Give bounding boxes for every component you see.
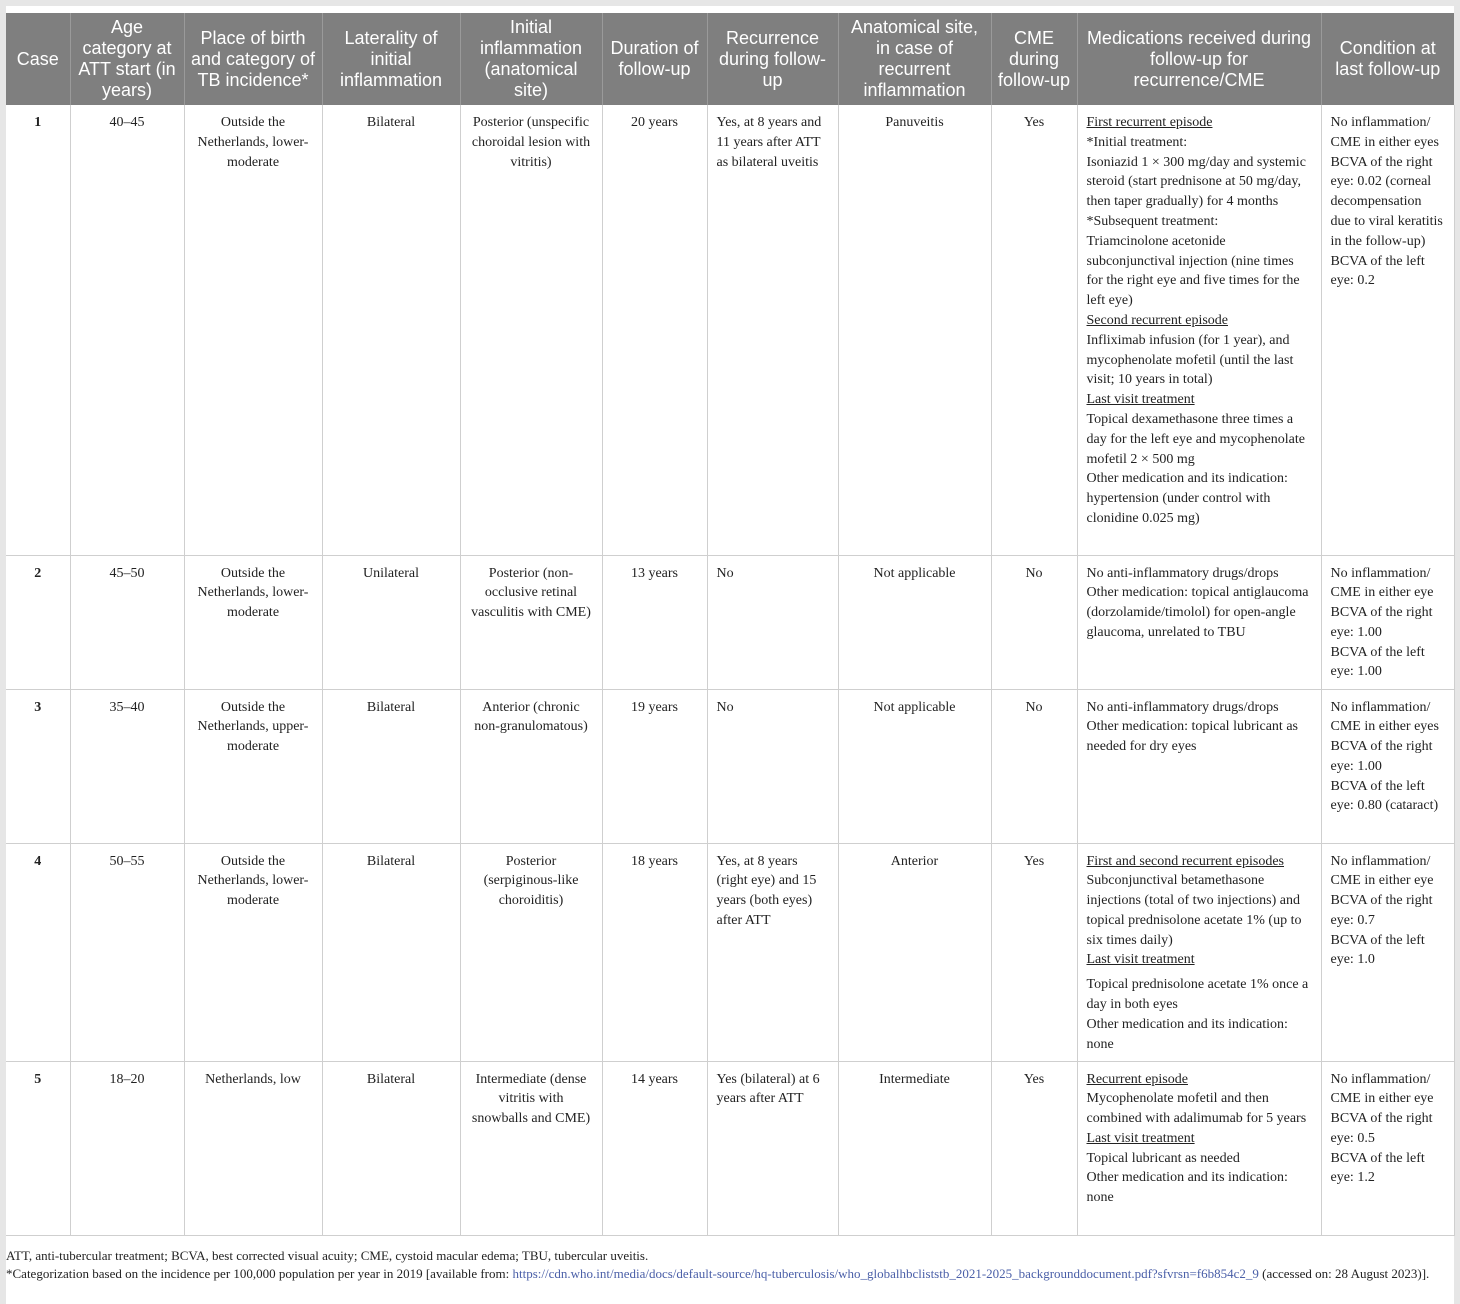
meds-text: Isoniazid 1 × 300 mg/day and systemic steroid (start prednisone at 50 mg/day, then taper gradually) for 4 months (1086, 154, 1306, 210)
cell-case: 4 (6, 843, 70, 1061)
condition-text: BCVA of the left eye: 0.80 (cataract) (1330, 778, 1439, 814)
condition-text: No inflammation/ CME in either eye (1330, 1071, 1434, 1107)
cell-age: 45–50 (70, 555, 184, 689)
col-header-recurrence: Recurrence during follow-up (707, 13, 838, 105)
cell-cme: Yes (991, 843, 1077, 1061)
cell-laterality: Bilateral (322, 1061, 460, 1235)
cell-initial: Posterior (unspecific choroidal lesion with vitritis) (460, 105, 602, 555)
cell-duration: 18 years (602, 843, 707, 1061)
meds-heading: Last visit treatment (1086, 952, 1195, 968)
col-header-site: Anatomical site, in case of recurrent inflammation (838, 13, 991, 105)
footnote-text: (accessed on: 28 August 2023)]. (1258, 1266, 1430, 1281)
cell-cme: No (991, 555, 1077, 689)
results-table (6, 13, 1455, 1236)
footnote-text: *Categorization based on the incidence per 100,000 population per year in 2019 [available from: (6, 1266, 513, 1281)
meds-text: No anti-inflammatory drugs/drops (1086, 699, 1279, 715)
condition-text: BCVA of the right eye: 0.5 (1330, 1111, 1433, 1146)
cell-age: 50–55 (70, 843, 184, 1061)
condition-text: BCVA of the left eye: 0.2 (1330, 253, 1425, 289)
cell-recurrence: Yes, at 8 years and 11 years after ATT as bilateral uveitis (707, 105, 838, 555)
cell-site: Not applicable (838, 689, 991, 843)
cell-initial: Anterior (chronic non-granulomatous) (460, 689, 602, 843)
cell-laterality: Bilateral (322, 689, 460, 843)
cell-duration: 14 years (602, 1061, 707, 1235)
condition-text: No inflammation/ CME in either eye (1330, 565, 1434, 601)
table-row (6, 689, 1454, 843)
cell-place: Outside the Netherlands, upper-moderate (184, 689, 322, 843)
meds-text: Topical dexamethasone three times a day for the left eye and mycophenolate mofetil 2 × 500 mg (1086, 411, 1305, 467)
cell-recurrence: No (707, 555, 838, 689)
cell-meds (1077, 555, 1321, 689)
meds-text: Other medication and its indication: hypertension (under control with clonidine 0.025 mg) (1086, 471, 1288, 526)
meds-text: Triamcinolone acetonide subconjunctival injection (nine times for the right eye and five times for the left eye) (1086, 233, 1300, 309)
col-header-case: Case (6, 13, 70, 105)
cell-site: Not applicable (838, 555, 991, 689)
table-row (6, 105, 1454, 555)
col-header-condition: Condition at last follow-up (1321, 13, 1454, 105)
condition-text: BCVA of the right eye: 1.00 (1330, 739, 1433, 774)
cell-place: Outside the Netherlands, lower-moderate (184, 105, 322, 555)
col-header-cme: CME during follow-up (991, 13, 1077, 105)
meds-heading: Last visit treatment (1086, 1130, 1195, 1146)
cell-site: Anterior (838, 843, 991, 1061)
cell-site: Panuveitis (838, 105, 991, 555)
footnote-abbreviations: ATT, anti-tubercular treatment; BCVA, best corrected visual acuity; CME, cystoid macular edema; TBU, tubercular uveitis. (6, 1248, 649, 1263)
cell-recurrence: No (707, 689, 838, 843)
meds-text: Topical prednisolone acetate 1% once a day in both eyes (1086, 977, 1309, 1013)
meds-heading: Recurrent episode (1086, 1071, 1188, 1087)
cell-condition (1321, 105, 1454, 555)
meds-text: Infliximab infusion (for 1 year), and mycophenolate mofetil (until the last visit; 10 years in total) (1086, 332, 1294, 388)
meds-heading: Last visit treatment (1086, 392, 1195, 408)
table-row (6, 843, 1454, 1061)
cell-meds (1077, 105, 1321, 555)
meds-text: Mycophenolate mofetil and then combined with adalimumab for 5 years (1086, 1091, 1307, 1127)
meds-text: Other medication and its indication: none (1086, 1016, 1288, 1052)
col-header-age: Age category at ATT start (in years) (70, 13, 184, 105)
meds-text: Other medication and its indication: none (1086, 1170, 1288, 1206)
condition-text: No inflammation/ CME in either eye (1330, 853, 1434, 889)
condition-text: No inflammation/ CME in either eyes (1330, 699, 1439, 735)
cell-meds (1077, 1061, 1321, 1235)
col-header-place: Place of birth and category of TB incidence* (184, 13, 322, 105)
cell-laterality: Bilateral (322, 843, 460, 1061)
condition-text: BCVA of the left eye: 1.0 (1330, 932, 1425, 968)
cell-place: Netherlands, low (184, 1061, 322, 1235)
cell-initial: Intermediate (dense vitritis with snowballs and CME) (460, 1061, 602, 1235)
meds-text: *Initial treatment: (1086, 134, 1188, 150)
meds-text: No anti-inflammatory drugs/drops (1086, 565, 1279, 581)
meds-text: *Subsequent treatment: (1086, 213, 1219, 229)
footnote-categorization (6, 1265, 1454, 1283)
table-row (6, 1061, 1454, 1235)
cell-cme: Yes (991, 1061, 1077, 1235)
cell-case: 3 (6, 689, 70, 843)
cell-initial: Posterior (non-occlusive retinal vasculitis with CME) (460, 555, 602, 689)
col-header-meds: Medications received during follow-up for recurrence/CME (1077, 13, 1321, 105)
cell-meds (1077, 843, 1321, 1061)
condition-text: BCVA of the left eye: 1.2 (1330, 1150, 1425, 1186)
cell-duration: 20 years (602, 105, 707, 555)
cell-cme: Yes (991, 105, 1077, 555)
meds-text: Other medication: topical antiglaucoma (dorzolamide/timolol) for open-angle glaucoma, unrelated to TBU (1086, 585, 1309, 640)
meds-heading: First and second recurrent episodes (1086, 853, 1284, 869)
col-header-initial: Initial inflammation (anatomical site) (460, 13, 602, 105)
cell-age: 35–40 (70, 689, 184, 843)
cell-laterality: Bilateral (322, 105, 460, 555)
cell-meds (1077, 689, 1321, 843)
condition-text: No inflammation/ CME in either eyes (1330, 115, 1439, 150)
cell-condition (1321, 555, 1454, 689)
condition-text: BCVA of the right eye: 1.00 (1330, 605, 1433, 640)
cell-case: 1 (6, 105, 70, 555)
cell-case: 5 (6, 1061, 70, 1235)
cell-condition (1321, 843, 1454, 1061)
who-document-link[interactable]: https://cdn.who.int/media/docs/default-source/hq-tuberculosis/who_globalhbcliststb_2021-2025_backgrounddocument.pdf?sfvrsn=f6b854c2_9 (512, 1266, 1259, 1281)
meds-heading: First recurrent episode (1086, 115, 1213, 130)
cell-recurrence: Yes (bilateral) at 6 years after ATT (707, 1061, 838, 1235)
cell-cme: No (991, 689, 1077, 843)
meds-heading: Second recurrent episode (1086, 312, 1228, 328)
condition-text: BCVA of the left eye: 1.00 (1330, 644, 1425, 680)
cell-laterality: Unilateral (322, 555, 460, 689)
cell-initial: Posterior (serpiginous-like choroiditis) (460, 843, 602, 1061)
col-header-duration: Duration of follow-up (602, 13, 707, 105)
table-footnotes (6, 1247, 1454, 1283)
header-row (6, 13, 1454, 105)
cell-condition (1321, 1061, 1454, 1235)
cell-place: Outside the Netherlands, lower-moderate (184, 843, 322, 1061)
condition-text: BCVA of the right eye: 0.7 (1330, 893, 1433, 928)
cell-case: 2 (6, 555, 70, 689)
condition-text: BCVA of the right eye: 0.02 (corneal decompensation due to viral keratitis in the follow-up) (1330, 154, 1443, 249)
cell-age: 40–45 (70, 105, 184, 555)
cell-age: 18–20 (70, 1061, 184, 1235)
cell-place: Outside the Netherlands, lower-moderate (184, 555, 322, 689)
cell-duration: 13 years (602, 555, 707, 689)
meds-text: Other medication: topical lubricant as needed for dry eyes (1086, 719, 1298, 755)
cell-recurrence: Yes, at 8 years (right eye) and 15 years (both eyes) after ATT (707, 843, 838, 1061)
col-header-laterality: Laterality of initial inflammation (322, 13, 460, 105)
meds-text: Topical lubricant as needed (1086, 1150, 1240, 1166)
table-row (6, 555, 1454, 689)
meds-text: Subconjunctival betamethasone injections (total of two injections) and topical prednisolone acetate 1% (up to six times daily) (1086, 873, 1302, 948)
cell-duration: 19 years (602, 689, 707, 843)
cell-site: Intermediate (838, 1061, 991, 1235)
cell-condition (1321, 689, 1454, 843)
